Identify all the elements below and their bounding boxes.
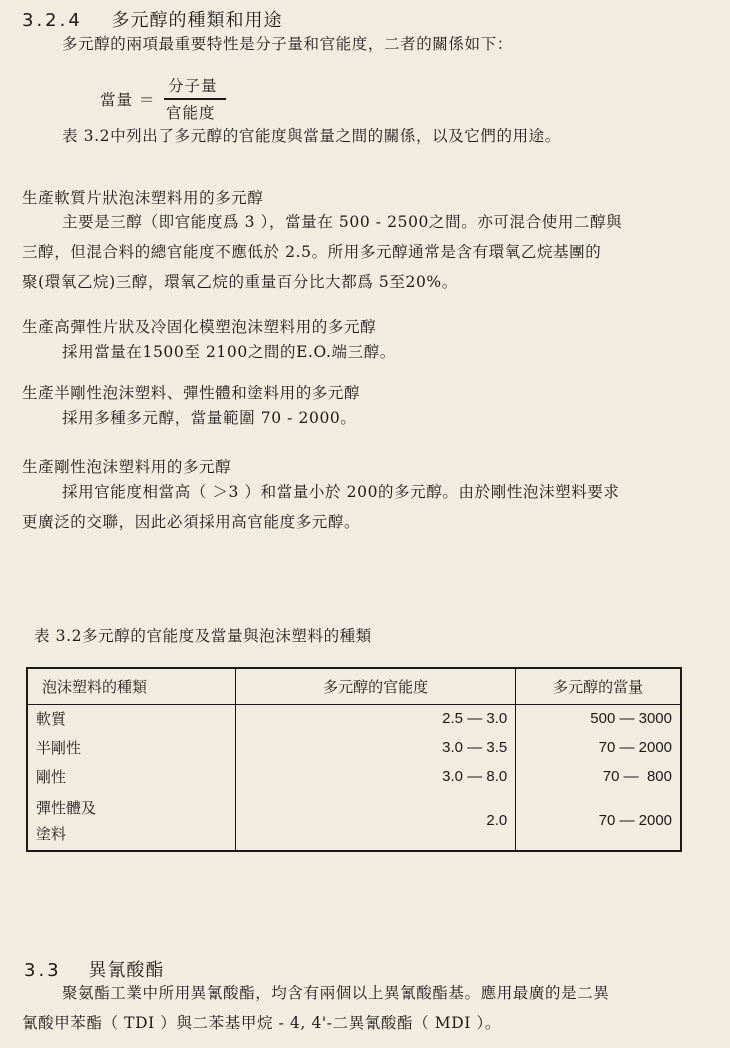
intro-paragraph: 多元醇的兩項最重要特性是分子量和官能度，二者的關係如下： xyxy=(62,35,513,53)
cell-equivalent-weight: 500 — 3000 xyxy=(516,704,681,733)
table-row xyxy=(27,704,681,733)
use-text-flexible-line-2: 三醇，但混合料的總官能度不應低於 2.5。所用多元醇通常是含有環氧乙烷基團的 xyxy=(22,243,602,261)
isocyanate-text-line-2: 氰酸甲苯酯（ TDI ）與二苯基甲烷 - 4, 4'-二異氰酸酯（ MDI ）。 xyxy=(22,1014,501,1032)
use-text-rigid-line-2: 更廣泛的交聯，因此必須採用高官能度多元醇。 xyxy=(22,513,361,531)
formula-lhs: 當量 ＝ xyxy=(100,91,156,109)
fraction-bar xyxy=(164,98,226,100)
use-text-flexible-line-3: 聚(環氧乙烷)三醇，環氧乙烷的重量百分比大都爲 5至20%。 xyxy=(22,273,458,291)
cell-foam-type: 半剛性 xyxy=(36,739,82,757)
cell-foam-type: 彈性體及 塗料 xyxy=(36,798,97,843)
use-heading-rigid: 生產剛性泡沫塑料用的多元醇 xyxy=(22,458,232,476)
use-text-semi-rigid: 採用多種多元醇，當量範圍 70 - 2000。 xyxy=(62,409,357,427)
section-number: 3.2.4 xyxy=(22,10,83,31)
cell-functionality: 2.0 xyxy=(236,791,516,851)
section-title: 多元醇的種類和用途 xyxy=(111,10,283,31)
formula-denominator: 官能度 xyxy=(166,104,216,122)
isocyanate-text-line-1: 聚氨酯工業中所用異氰酸酯，均含有兩個以上異氰酸酯基。應用最廣的是二異 xyxy=(62,984,610,1002)
cell-functionality: 2.5 — 3.0 xyxy=(236,704,516,733)
use-heading-high-resilience: 生產高彈性片狀及冷固化模塑泡沫塑料用的多元醇 xyxy=(22,318,377,336)
table-row xyxy=(27,791,681,851)
header-equivalent-weight: 多元醇的當量 xyxy=(516,668,681,704)
table-header-row xyxy=(27,668,681,704)
use-heading-flexible: 生產軟質片狀泡沫塑料用的多元醇 xyxy=(22,189,264,207)
cell-foam-type: 剛性 xyxy=(36,768,67,786)
cell-equivalent-weight: 70 — 2000 xyxy=(516,791,681,851)
use-heading-semi-rigid: 生產半剛性泡沫塑料、彈性體和塗料用的多元醇 xyxy=(22,384,361,402)
cell-foam-type: 軟質 xyxy=(36,710,67,729)
use-text-flexible-line-1: 主要是三醇（即官能度爲 3 ），當量在 500 - 2500之間。亦可混合使用二醇與 xyxy=(62,213,623,231)
formula-numerator: 分子量 xyxy=(168,77,218,95)
header-foam-type: 泡沫塑料的種類 xyxy=(27,668,236,704)
use-text-rigid-line-1: 採用官能度相當高（ ＞3 ）和當量小於 200的多元醇。由於剛性泡沫塑料要求 xyxy=(62,483,620,501)
section-title: 異氰酸酯 xyxy=(88,960,165,981)
use-text-high-resilience: 採用當量在1500至 2100之間的E.O.端三醇。 xyxy=(62,343,396,361)
cell-equivalent-weight: 70 — 2000 xyxy=(516,733,681,762)
section-number: 3.3 xyxy=(24,960,62,981)
table-row xyxy=(27,762,681,791)
cell-equivalent-weight: 70 — 800 xyxy=(516,762,681,791)
cell-functionality: 3.0 — 8.0 xyxy=(236,762,516,791)
table-row xyxy=(27,733,681,762)
table-caption: 表 3.2多元醇的官能度及當量與泡沫塑料的種類 xyxy=(34,627,372,645)
table-reference-paragraph: 表 3.2中列出了多元醇的官能度與當量之間的關係，以及它們的用途。 xyxy=(62,127,561,145)
cell-functionality: 3.0 — 3.5 xyxy=(236,733,516,762)
header-functionality: 多元醇的官能度 xyxy=(236,668,516,704)
polyol-table xyxy=(26,667,682,852)
equivalent-weight-formula xyxy=(100,74,300,126)
